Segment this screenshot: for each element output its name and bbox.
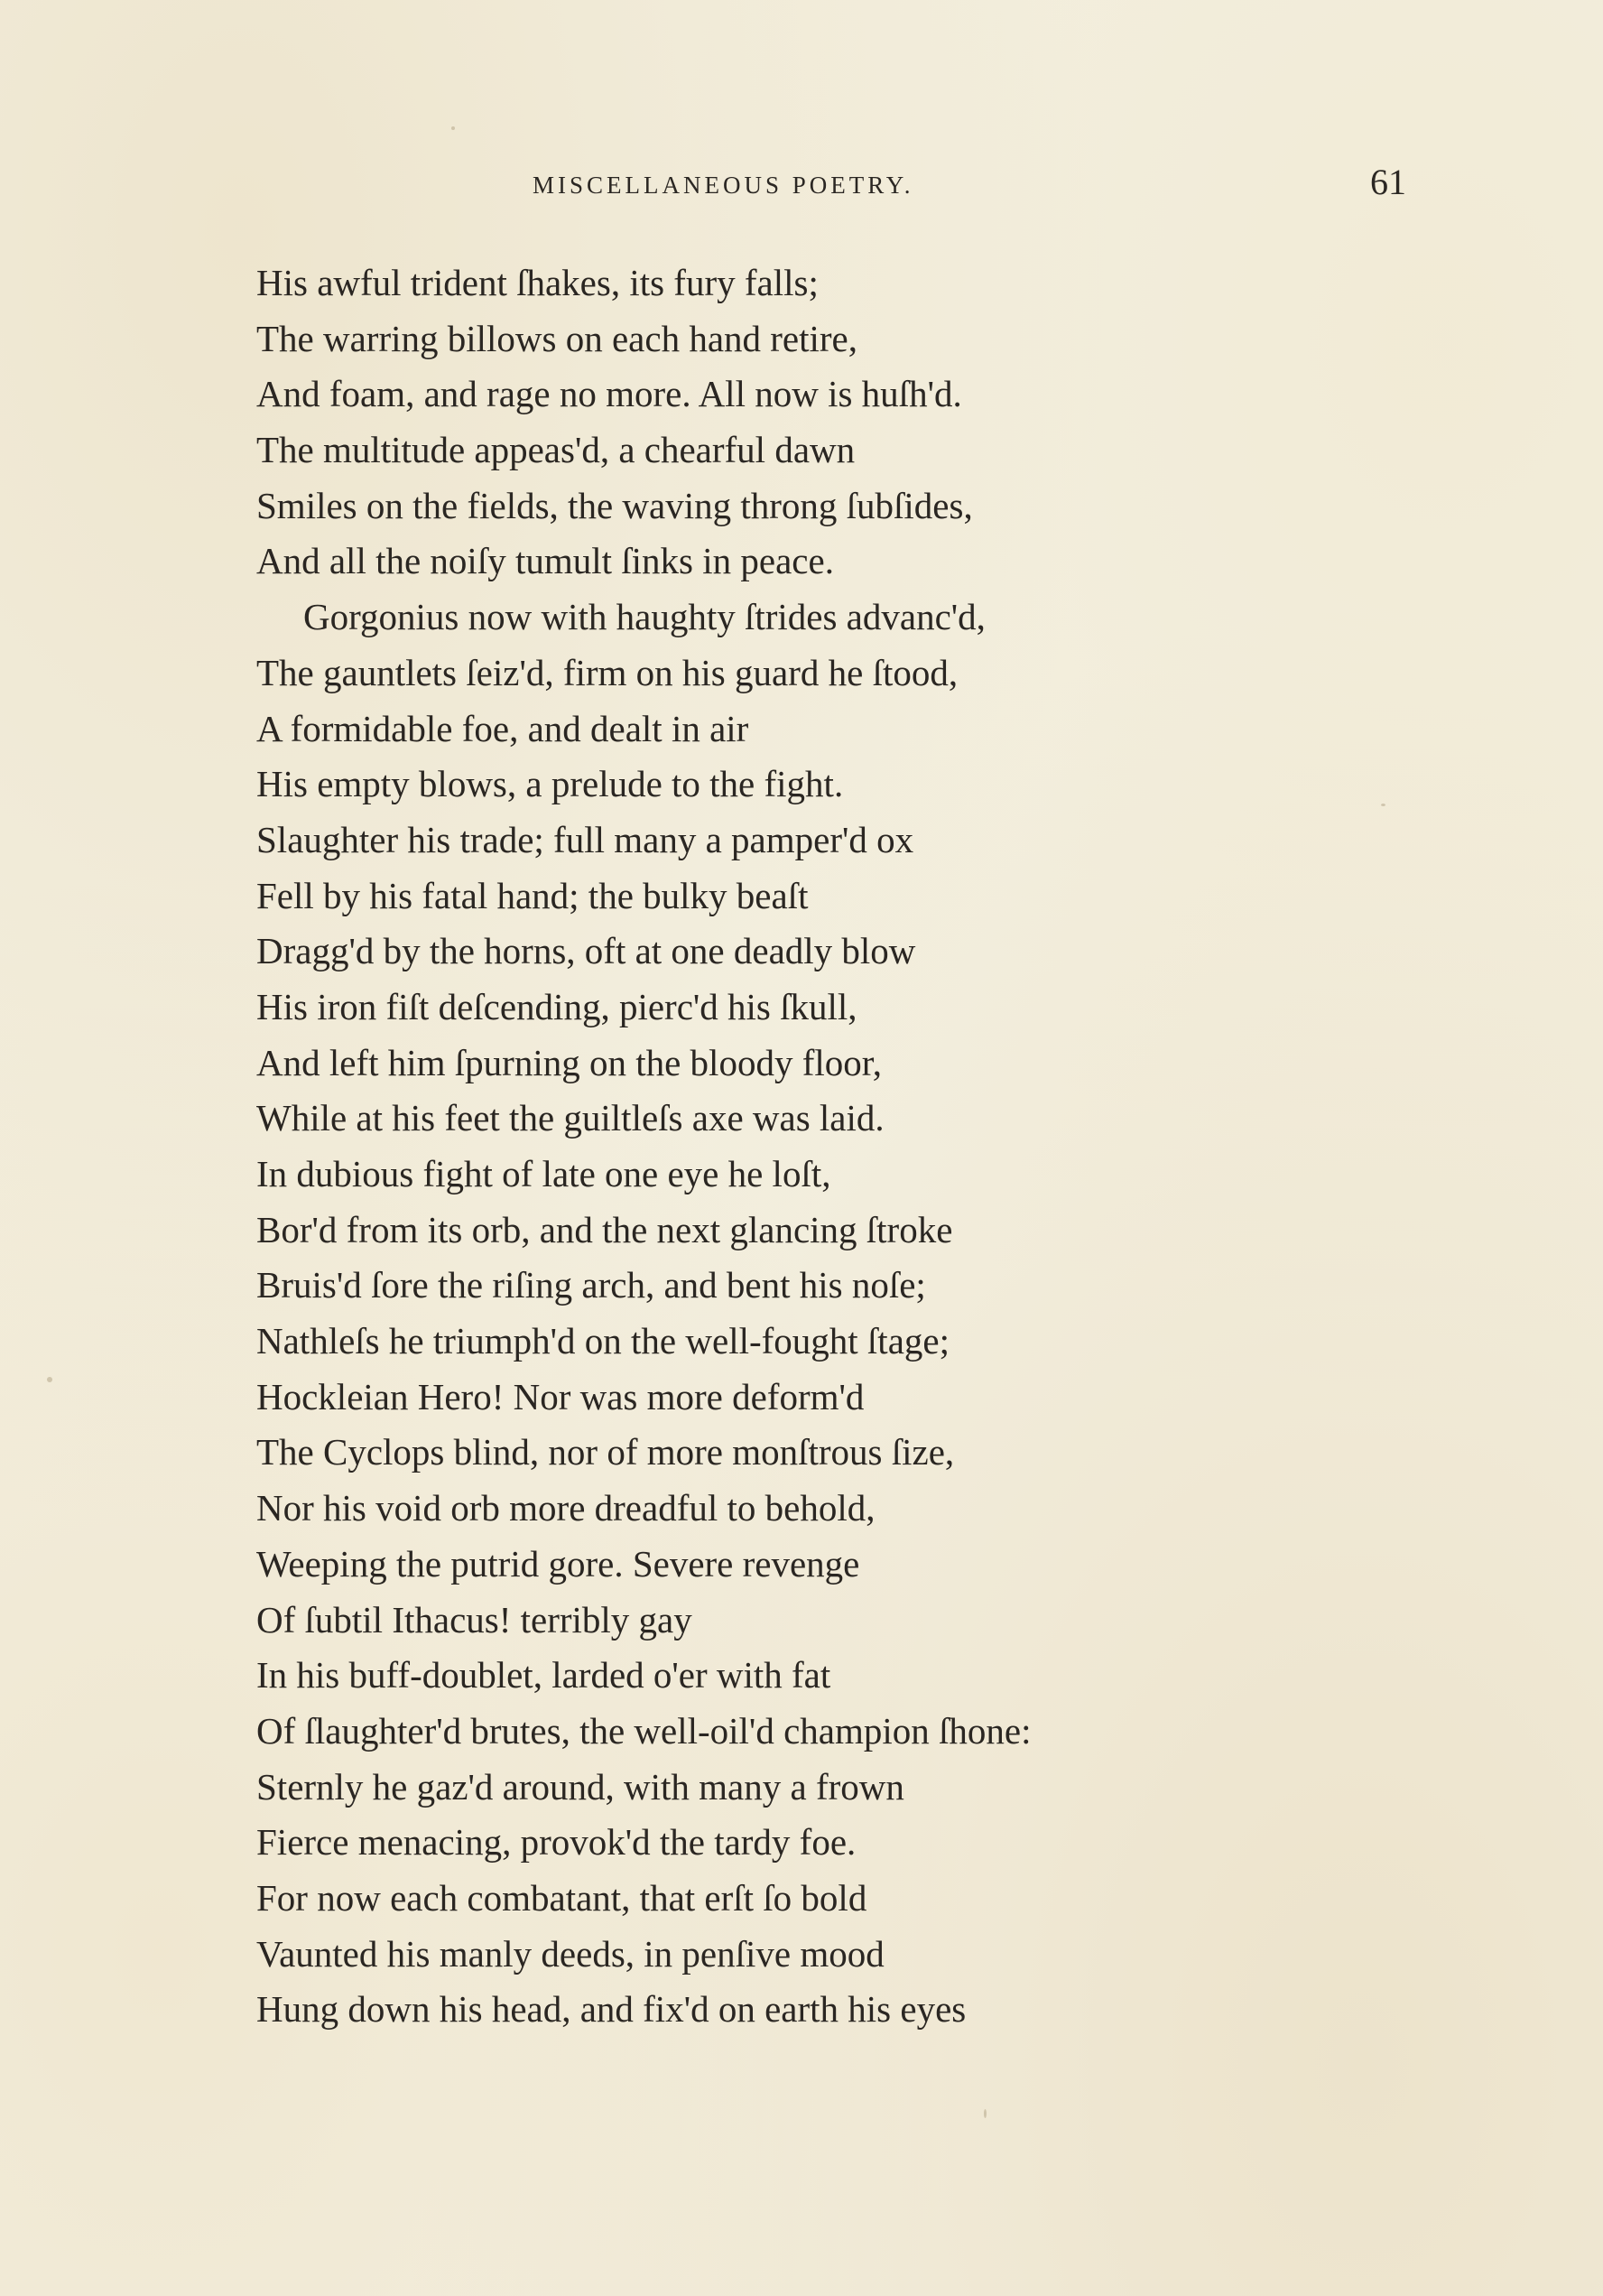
poem-body	[256, 256, 1339, 2038]
poem-line: Of ſlaughter'd brutes, the well-oil'd champion ſhone:	[256, 1709, 1032, 1752]
poem-line: A formidable foe, and dealt in air	[256, 707, 749, 749]
poem-line: Fell by his fatal hand; the bulky beaſt	[256, 874, 809, 916]
poem-line: Nathleſs he triumph'd on the well-fought ſtage;	[256, 1320, 950, 1362]
poem-line: Hockleian Hero! Nor was more deform'd	[256, 1375, 865, 1418]
paper-speck	[984, 2109, 987, 2118]
poem-line: Of ſubtil Ithacus! terribly gay	[256, 1598, 692, 1641]
poem-line: Vaunted his manly deeds, in penſive mood	[256, 1932, 885, 1975]
poem-line: Gorgonius now with haughty ſtrides advanc'd,	[303, 596, 986, 638]
poem-line: For now each combatant, that erſt ſo bold	[256, 1876, 867, 1919]
poem-line: The multitude appeas'd, a chearful dawn	[256, 429, 856, 471]
poem-line: Slaughter his trade; full many a pamper'd ox	[256, 818, 914, 860]
poem-line: And foam, and rage no more. All now is huſh'd.	[256, 373, 962, 415]
poem-line: Bor'd from its orb, and the next glancing ſtroke	[256, 1208, 953, 1250]
poem-line: Bruis'd ſore the riſing arch, and bent his noſe;	[256, 1264, 926, 1306]
poem-line: Smiles on the fields, the waving throng ſubſides,	[256, 484, 973, 526]
paper-speck	[1381, 804, 1385, 806]
poem-line: The Cyclops blind, nor of more monſtrous ſize,	[256, 1431, 955, 1473]
paper-speck	[451, 126, 455, 130]
paper-speck	[47, 1377, 52, 1382]
poem-line: The warring billows on each hand retire,	[256, 317, 858, 359]
running-head: MISCELLANEOUS POETRY.	[533, 172, 914, 199]
poem-line: Sternly he gaz'd around, with many a frown	[256, 1765, 904, 1808]
poem-line: The gauntlets ſeiz'd, firm on his guard he ſtood,	[256, 651, 959, 693]
page-number: 61	[1370, 162, 1406, 202]
poem-line: And all the noiſy tumult ſinks in peace.	[256, 540, 834, 582]
poem-line: His iron fiſt deſcending, pierc'd his ſkull,	[256, 985, 857, 1027]
poem-line: Dragg'd by the horns, oft at one deadly blow	[256, 930, 916, 972]
poem-line: Nor his void orb more dreadful to behold,	[256, 1487, 876, 1529]
poem-line: His awful trident ſhakes, its fury falls;	[256, 262, 819, 303]
poem-line: While at his feet the guiltleſs axe was laid.	[256, 1097, 885, 1139]
poem-line: Fierce menacing, provok'd the tardy foe.	[256, 1821, 857, 1864]
poem-line: In his buff-doublet, larded o'er with fat	[256, 1654, 831, 1696]
poem-line: His empty blows, a prelude to the fight.	[256, 763, 844, 805]
poem-line: Hung down his head, and fix'd on earth his eyes	[256, 1988, 967, 2031]
poem-line: Weeping the putrid gore. Severe revenge	[256, 1542, 860, 1585]
poem-line: In dubious fight of late one eye he loſt,	[256, 1153, 831, 1194]
poem-line: And left him ſpurning on the bloody floor,	[256, 1041, 882, 1083]
